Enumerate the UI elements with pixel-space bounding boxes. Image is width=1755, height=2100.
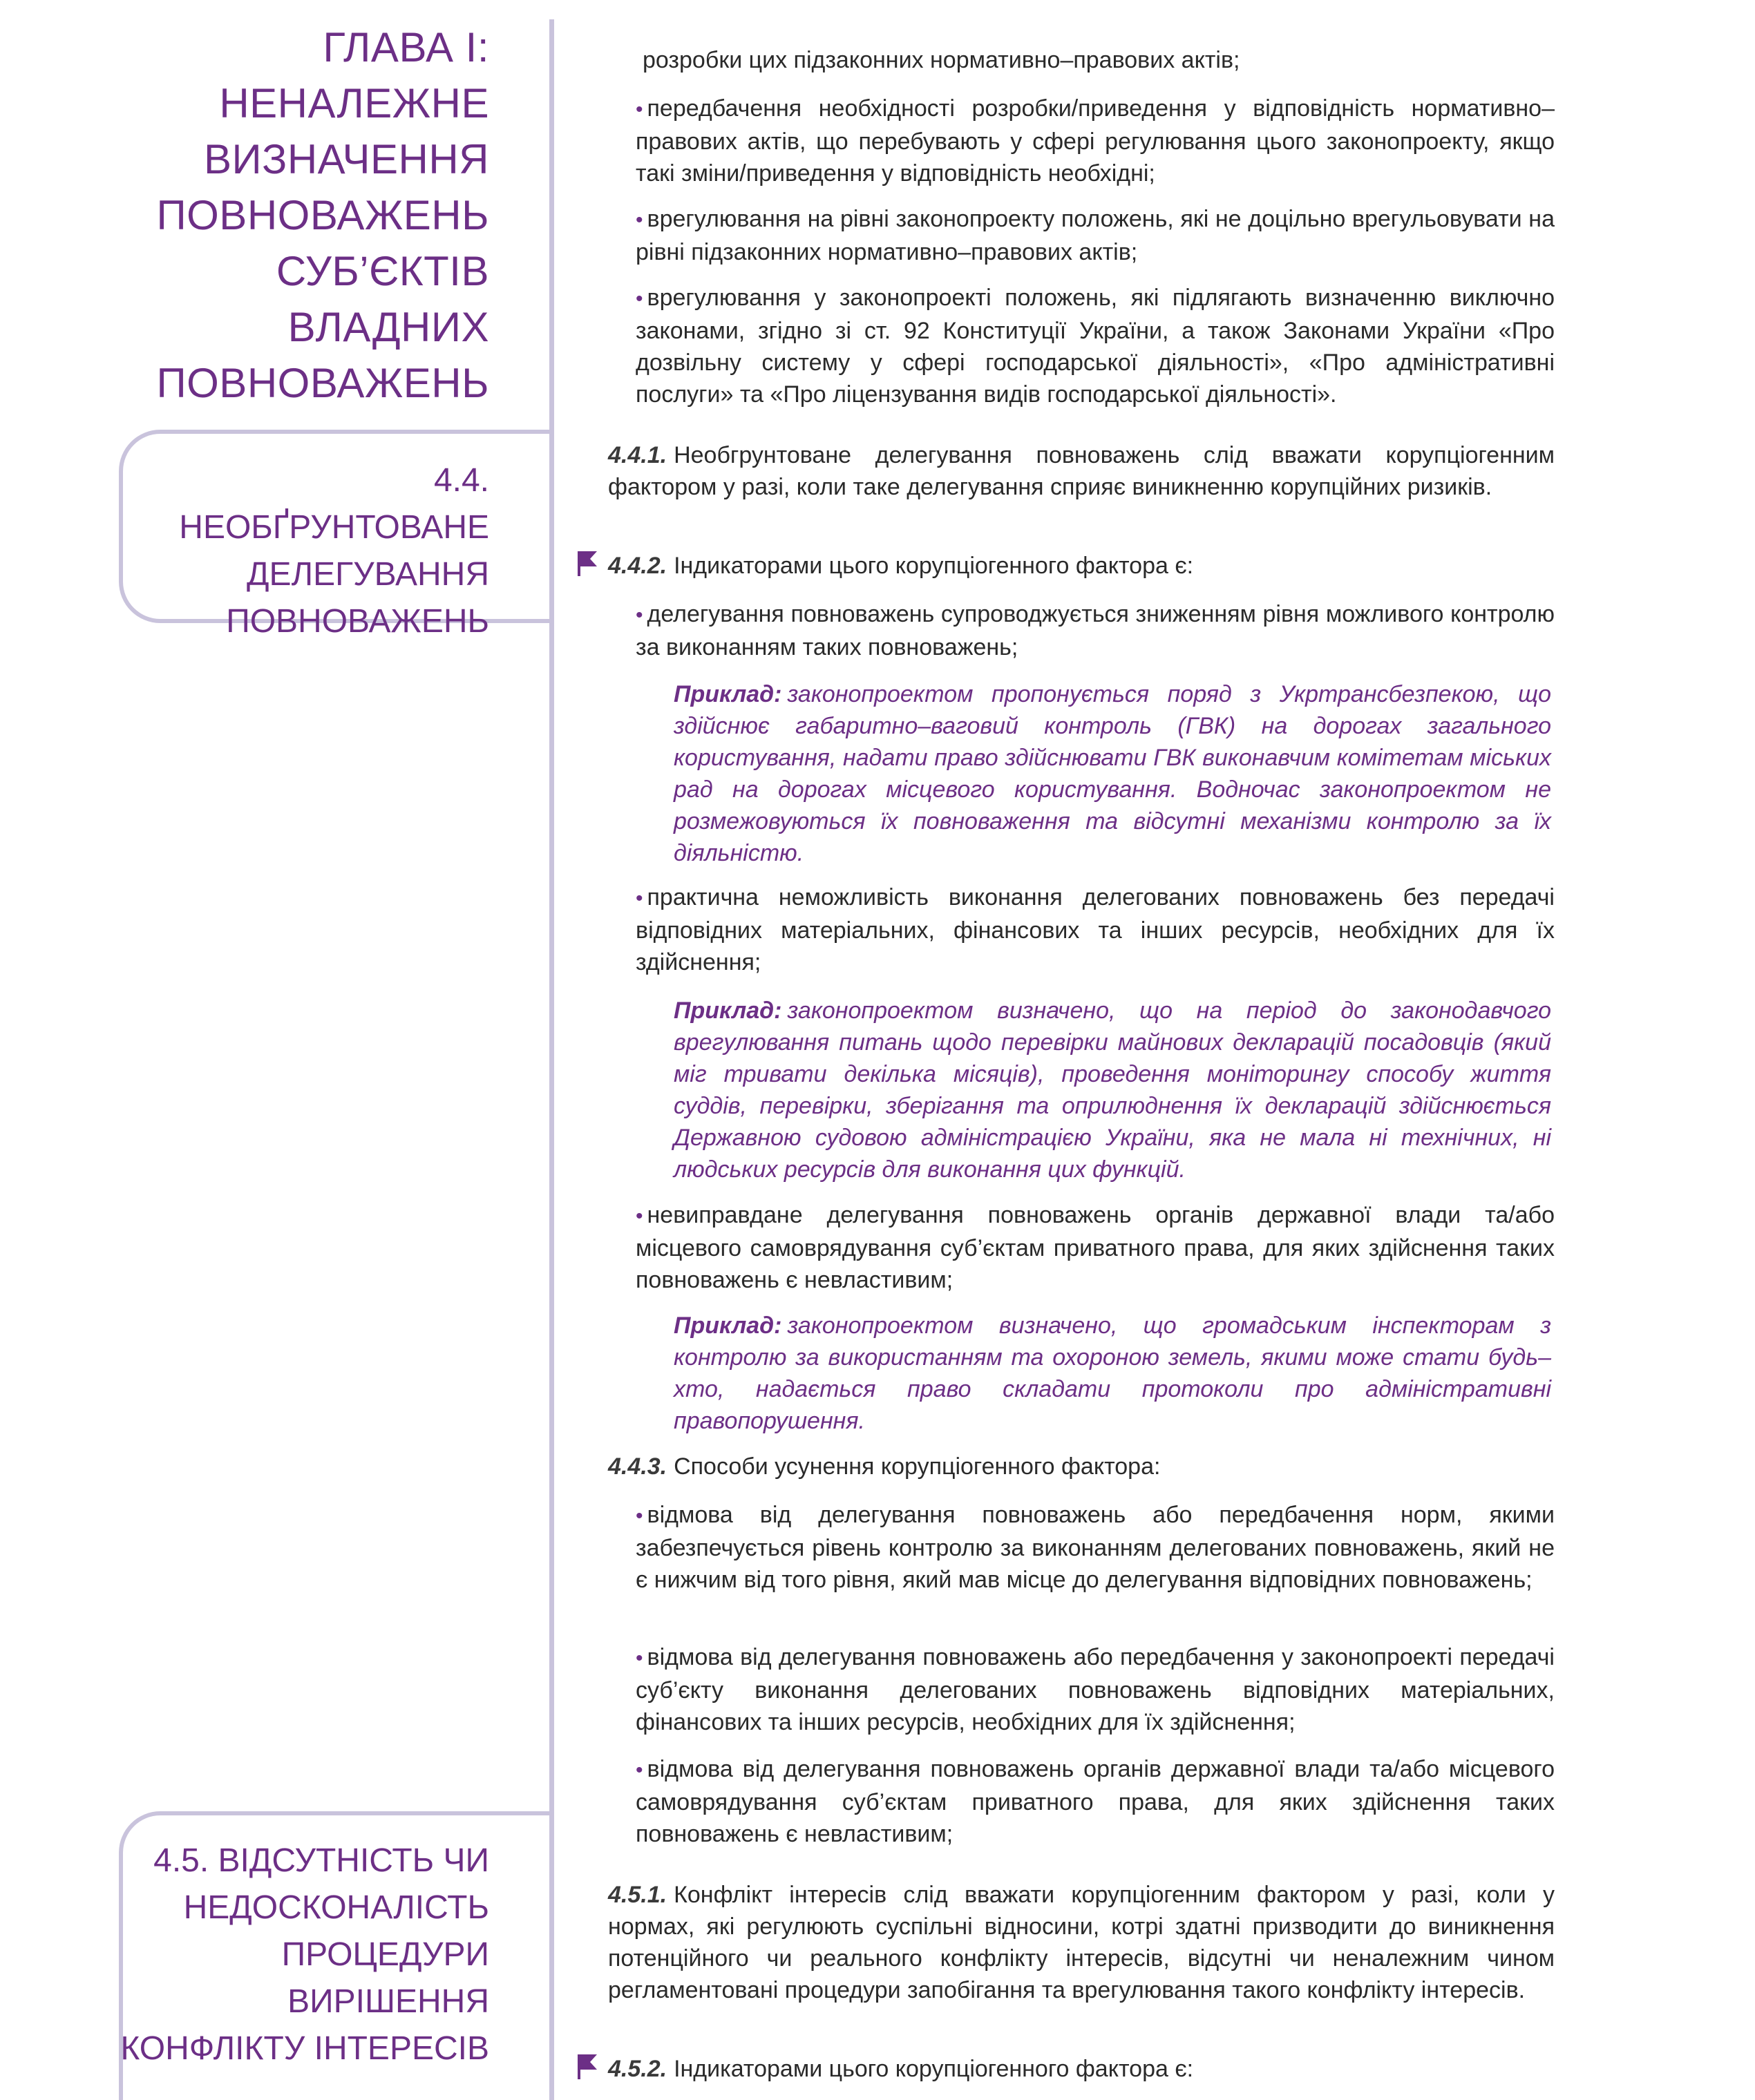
section-4-5-title	[104, 1838, 489, 2072]
example-text: законопроектом визначено, що на період до законодавчого врегулювання питань щодо перевірки майнових декларацій посадовців (який міг тривати декілька місяців), проведення моніторингу способу життя суддів, перевірки, зберігання та оприлюднення їх декларацій здійснюється Державною судовою адміністрацією України, яка не мала ні технічних, ні людських ресурсів для виконання цих функцій.	[674, 998, 1551, 1183]
chapter-title	[41, 19, 489, 411]
section-title-line: 4.4. НЕОБҐРУНТОВАНЕ	[179, 462, 489, 546]
bullet-icon: •	[636, 887, 643, 910]
list-item	[636, 1641, 1555, 1738]
list-item-text: передбачення необхідності розробки/приведення у відповідність нормативно–правових актів, що перебувають у сфері регулювання цього законопроекту, якщо такі зміни/приведення у відповідність необхідні;	[636, 95, 1555, 187]
chapter-title-line: ПОВНОВАЖЕНЬ	[156, 360, 489, 406]
bullet-icon: •	[636, 1759, 643, 1782]
clause-text: Конфлікт інтересів слід вважати корупціогенним фактором у разі, коли у нормах, які регулюють суспільні відносини, котрі здатні призводити до виникнення потенційного чи реального конфлікту інтересів, відсутні чи неналежним чином регламентовані процедури запобігання та врегулювання такого конфлікту інтересів.	[608, 1882, 1555, 2003]
clause-4-5-2	[608, 2053, 1555, 2085]
clause-4-5-1	[608, 1879, 1555, 2006]
paragraph-continuation	[643, 44, 1555, 76]
bullet-icon: •	[636, 604, 643, 627]
chapter-title-line: НЕНАЛЕЖНЕ	[219, 80, 489, 126]
list-item	[636, 598, 1555, 663]
example-label: Приклад:	[674, 681, 782, 707]
clause-number: 4.5.1.	[608, 1882, 667, 1908]
list-item	[636, 1499, 1555, 1596]
example-block	[674, 995, 1551, 1185]
flag-marker-icon	[575, 2054, 600, 2079]
chapter-title-line: ВИЗНАЧЕННЯ	[203, 136, 489, 182]
list-item	[636, 282, 1555, 410]
clause-4-4-2	[608, 550, 1555, 582]
example-block	[674, 1310, 1551, 1437]
clause-text: Необгрунтоване делегування повноважень слід вважати корупціогенним фактором у разі, коли таке делегування сприяє виникненню корупційних ризиків.	[608, 442, 1555, 500]
list-item-text: відмова від делегування повноважень або передбачення норм, якими забезпечується рівень контролю за виконанням делегованих повноважень, який не є нижчим від того рівня, який мав місце до делегування відповідних повноважень;	[636, 1502, 1555, 1593]
section-title-line: ДЕЛЕГУВАННЯ	[247, 556, 489, 593]
bullet-icon: •	[636, 98, 643, 121]
bullet-icon: •	[636, 1505, 643, 1527]
list-item	[636, 93, 1555, 189]
example-label: Приклад:	[674, 1312, 782, 1339]
section-title-line: ПРОЦЕДУРИ	[281, 1936, 489, 1973]
clause-4-4-1	[608, 439, 1555, 503]
list-item-text: врегулювання у законопроекті положень, які підлягають визначенню виключно законами, згідно зі ст. 92 Конституції України, а також Законами України «Про дозвільну систему у сфері господарської діяльності», «Про адміністративні послуги» та «Про ліцензування видів господарської діяльності».	[636, 285, 1555, 408]
section-title-line: КОНФЛІКТУ ІНТЕРЕСІВ	[120, 2030, 489, 2067]
example-label: Приклад:	[674, 998, 782, 1024]
vertical-divider	[549, 19, 554, 2100]
list-item	[636, 881, 1555, 978]
clause-text: Індикаторами цього корупціогенного фактора є:	[674, 553, 1194, 579]
section-title-line: НЕДОСКОНАЛІСТЬ	[183, 1889, 489, 1926]
example-block	[674, 678, 1551, 869]
chapter-title-line: ПОВНОВАЖЕНЬ	[156, 192, 489, 238]
clause-text: Способи усунення корупціогенного фактора:	[674, 1453, 1161, 1480]
flag-marker-icon	[575, 551, 600, 576]
bullet-icon: •	[636, 1205, 643, 1228]
list-item-text: врегулювання на рівні законопроекту положень, які не доцільно врегульовувати на рівні підзаконних нормативно–правових актів;	[636, 206, 1555, 265]
chapter-title-line: ГЛАВА І:	[323, 24, 489, 70]
list-item-text: відмова від делегування повноважень або передбачення у законопроекті передачі суб’єкту виконання делегованих повноважень відповідних матеріальних, фінансових та інших ресурсів, необхідних для їх здійснення;	[636, 1644, 1555, 1735]
list-item	[636, 1753, 1555, 1850]
clause-text: Індикаторами цього корупціогенного фактора є:	[674, 2056, 1194, 2082]
list-item	[636, 1199, 1555, 1296]
section-title-line: 4.5. ВІДСУТНІСТЬ ЧИ	[153, 1842, 489, 1879]
list-item-text: невиправдане делегування повноважень органів державної влади та/або місцевого самоврядування суб’єктам приватного права, для яких здійснення таких повноважень є невластивим;	[636, 1202, 1555, 1293]
clause-number: 4.4.1.	[608, 442, 667, 468]
chapter-title-line: СУБ’ЄКТІВ	[276, 248, 489, 294]
example-text: законопроектом визначено, що громадським інспекторам з контролю за використанням та охороною земель, якими може стати будь–хто, надається право складати протоколи про адміністративні правопорушення.	[674, 1312, 1551, 1434]
list-item-text: делегування повноважень супроводжується зниженням рівня можливого контролю за виконанням таких повноважень;	[636, 601, 1555, 660]
bullet-icon: •	[636, 209, 643, 231]
chapter-title-line: ВЛАДНИХ	[287, 304, 489, 350]
example-text: законопроектом пропонується поряд з Укртрансбезпекою, що здійснює габаритно–ваговий контроль (ГВК) на дорогах загального користування, надати право здійснювати ГВК виконавчим комітетам міських рад на дорогах місцевого користування. Водночас законопроектом не розмежовуються їх повноваження та відсутні механізми контролю за їх діяльністю.	[674, 681, 1551, 866]
section-4-4-title	[124, 457, 489, 645]
list-item	[636, 203, 1555, 268]
clause-number: 4.5.2.	[608, 2056, 667, 2082]
clause-number: 4.4.3.	[608, 1453, 667, 1480]
list-item-text: практична неможливість виконання делегованих повноважень без передачі відповідних матеріальних, фінансових та інших ресурсів, необхідних для їх здійснення;	[636, 884, 1555, 975]
paragraph-text: розробки цих підзаконних нормативно–правових актів;	[643, 47, 1240, 73]
list-item-text: відмова від делегування повноважень органів державної влади та/або місцевого самоврядування суб’єктам приватного права, для яких здійснення таких повноважень є невластивим;	[636, 1756, 1555, 1847]
bullet-icon: •	[636, 287, 643, 310]
clause-4-4-3	[608, 1451, 1555, 1482]
clause-number: 4.4.2.	[608, 553, 667, 579]
section-title-line: ПОВНОВАЖЕНЬ	[226, 603, 489, 640]
bullet-icon: •	[636, 1647, 643, 1670]
section-title-line: ВИРІШЕННЯ	[287, 1983, 489, 2020]
